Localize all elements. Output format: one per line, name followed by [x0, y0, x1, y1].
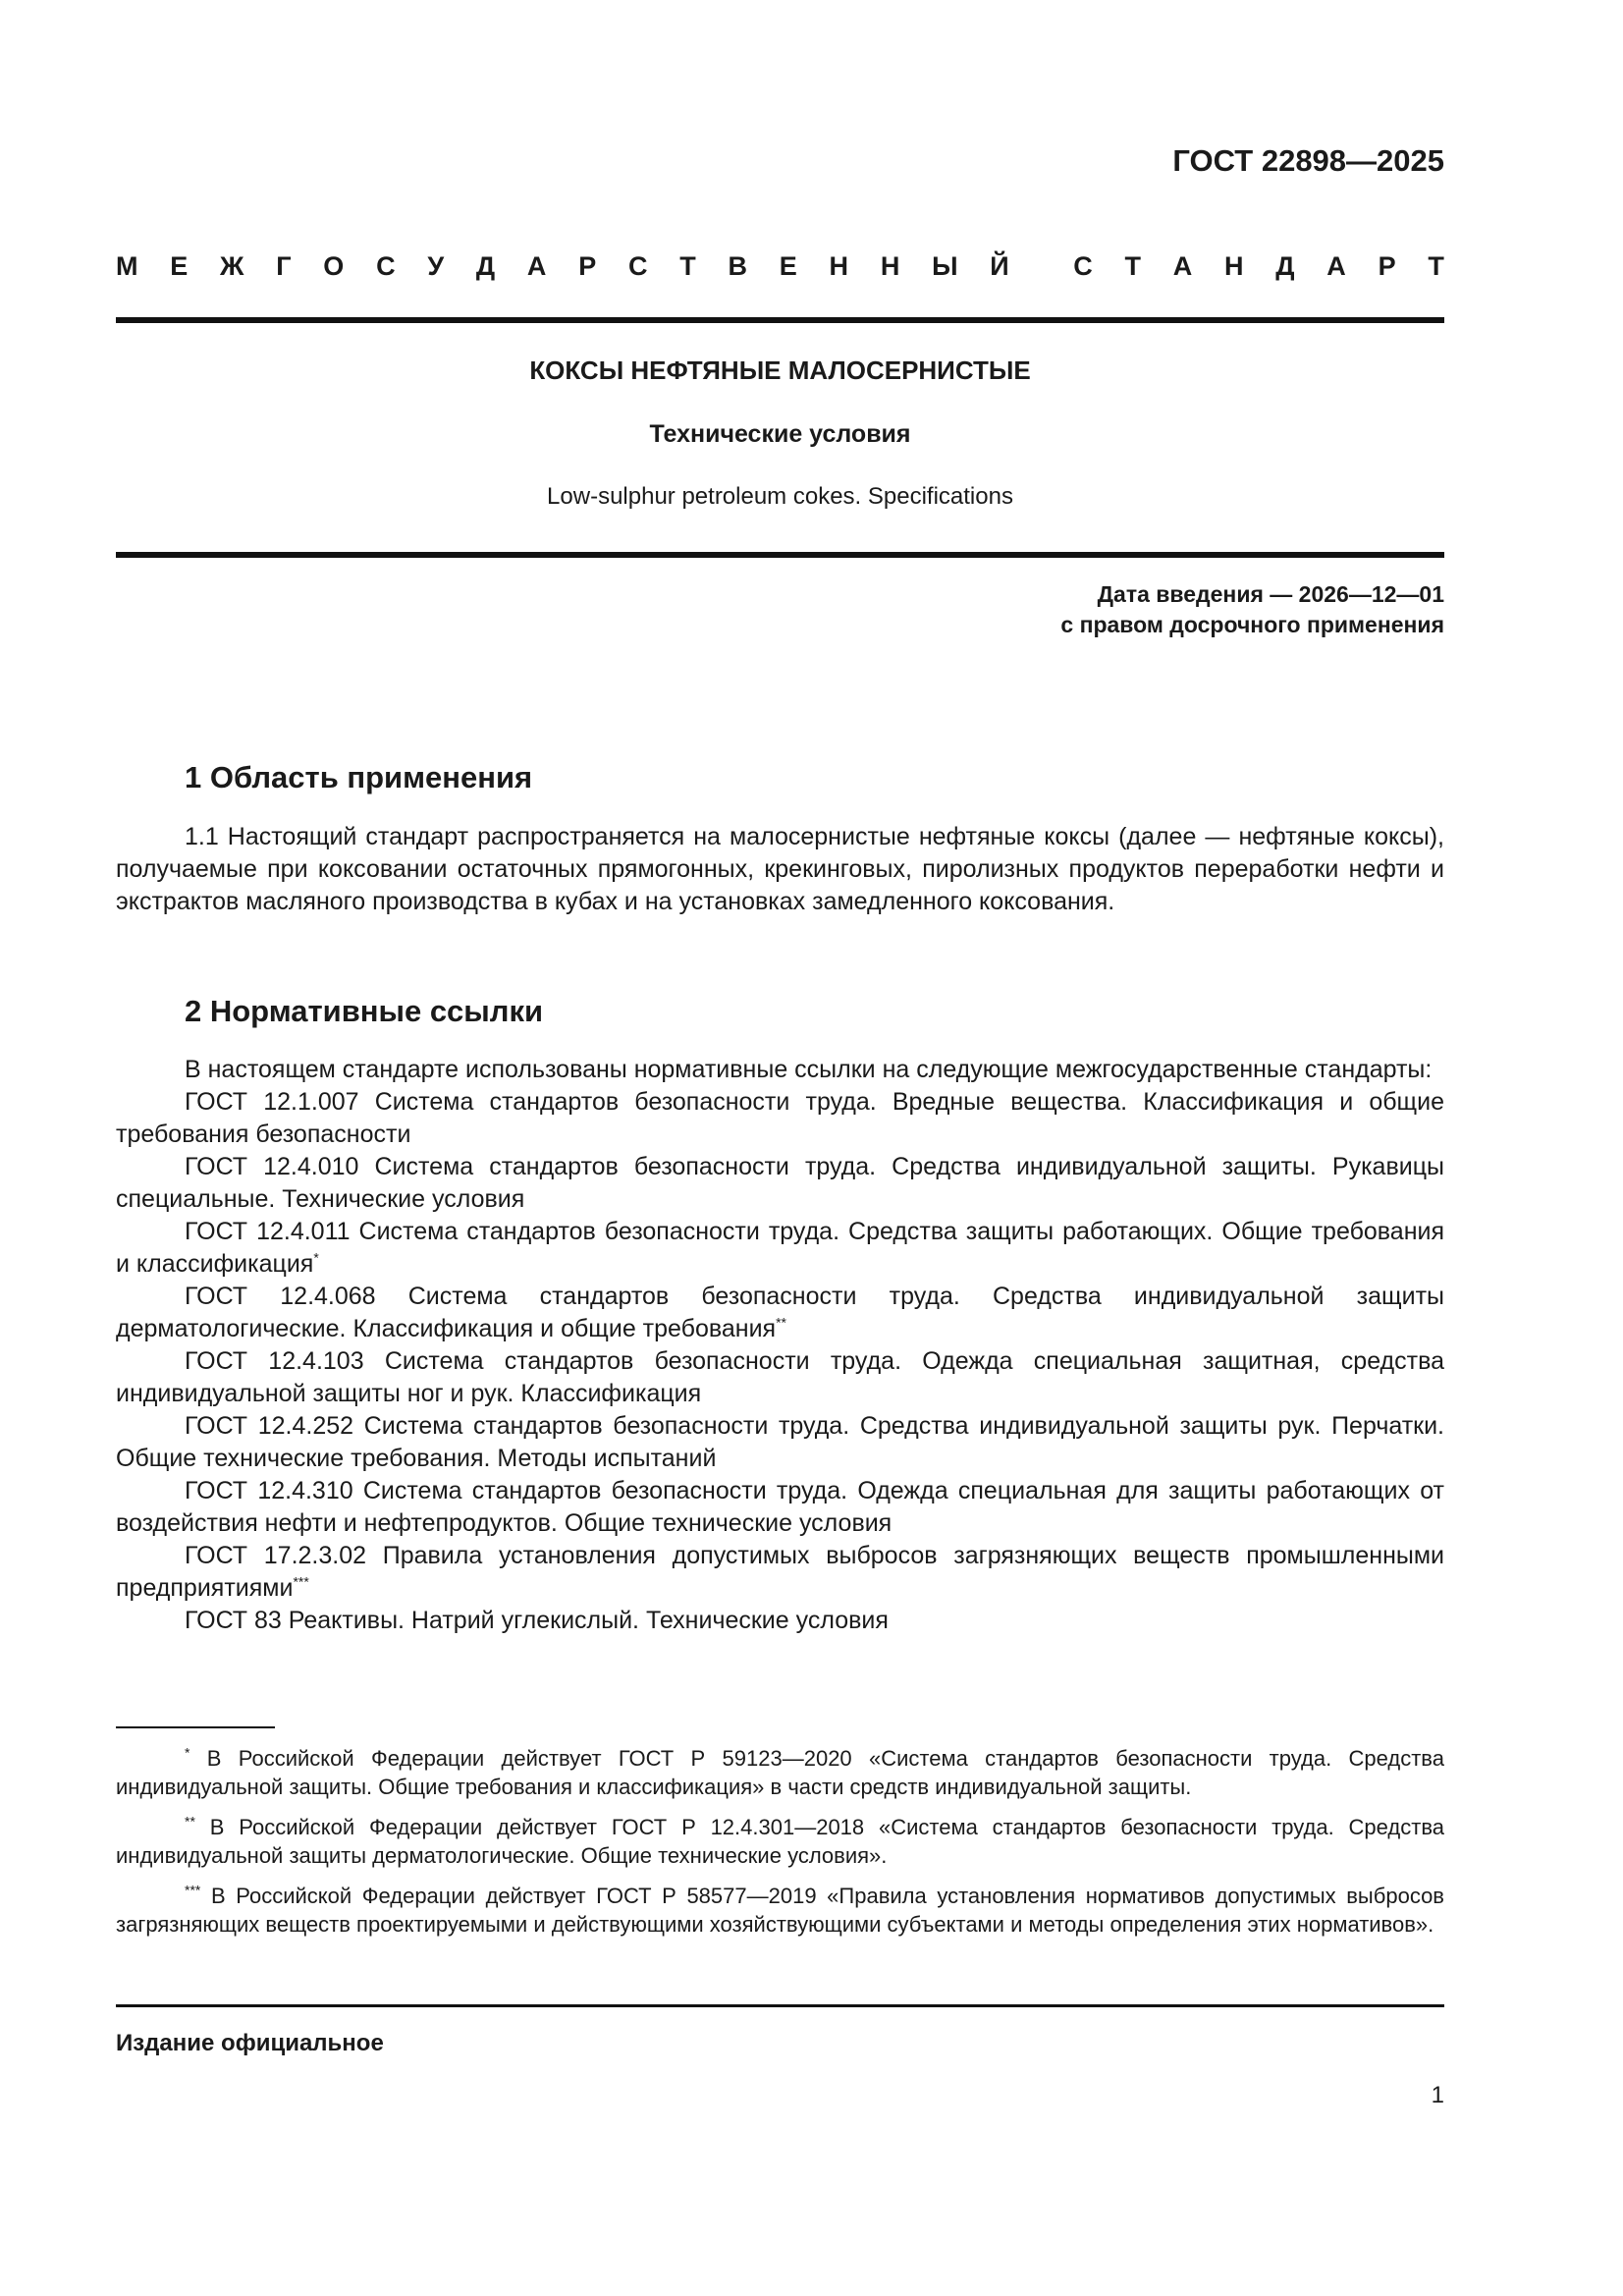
reference-text: ГОСТ 83 Реактивы. Натрий углекислый. Технические условия	[185, 1607, 889, 1634]
gost-number: ГОСТ 22898—2025	[1172, 143, 1444, 178]
reference-text: ГОСТ 12.4.103 Система стандартов безопасности труда. Одежда специальная защитная, средства индивидуальной защиты ног и рук. Классификация	[116, 1347, 1444, 1407]
normative-reference	[116, 1605, 1444, 1637]
footnote-text: В Российской Федерации действует ГОСТ Р 12.4.301—2018 «Система стандартов безопасности труда. Средства индивидуальной защиты дерматологические. Общие технические условия».	[116, 1815, 1444, 1868]
header-rule	[116, 317, 1444, 323]
banner-letter: Н	[1224, 251, 1244, 281]
section-2-body	[116, 1054, 1444, 1637]
banner-letter: Е	[170, 251, 189, 281]
banner-letter: Р	[578, 251, 597, 281]
footnote-separator	[116, 1726, 275, 1728]
banner-letter: Т	[679, 251, 696, 281]
banner-letter: О	[323, 251, 345, 281]
footnote-marker: ***	[293, 1573, 309, 1590]
banner-letter: Е	[779, 251, 797, 281]
footnote-text: В Российской Федерации действует ГОСТ Р 59123—2020 «Система стандартов безопасности труда. Средства индивидуальной защиты. Общие требования и классификация» в части средств индивидуальной защиты.	[116, 1746, 1444, 1799]
normative-reference	[116, 1281, 1444, 1345]
banner-letter: А	[1326, 251, 1346, 281]
document-title-english: Low-sulphur petroleum cokes. Specifications	[547, 483, 1013, 510]
footnote	[116, 1882, 1444, 1939]
section-2-heading: 2 Нормативные ссылки	[185, 994, 544, 1028]
footer-rule	[116, 2004, 1444, 2007]
reference-text: ГОСТ 12.4.310 Система стандартов безопасности труда. Одежда специальная для защиты работающих от воздействия нефти и нефтепродуктов. Общие технические условия	[116, 1477, 1444, 1537]
banner-letter: С	[376, 251, 396, 281]
document-subtitle: Технические условия	[649, 420, 911, 448]
banner-letter: Д	[1275, 251, 1295, 281]
footnote	[116, 1744, 1444, 1801]
banner-letter: Т	[1124, 251, 1141, 281]
interstate-standard-banner	[116, 251, 1444, 282]
reference-text: ГОСТ 12.4.010 Система стандартов безопасности труда. Средства индивидуальной защиты. Рукавицы специальные. Технические условия	[116, 1153, 1444, 1213]
normative-reference	[116, 1540, 1444, 1605]
footnote-text: В Российской Федерации действует ГОСТ Р 58577—2019 «Правила установления нормативов допустимых выбросов загрязняющих веществ проектируемыми и действующими хозяйствующими субъектами и методы определения этих нормативов».	[116, 1884, 1444, 1937]
footnote-marker: ***	[185, 1882, 201, 1898]
banner-letter: В	[728, 251, 747, 281]
banner-letter: М	[116, 251, 138, 281]
banner-letter: Й	[990, 251, 1009, 281]
banner-letter: Г	[276, 251, 292, 281]
title-rule	[116, 552, 1444, 558]
normative-reference	[116, 1410, 1444, 1475]
footnote-marker: **	[185, 1813, 195, 1830]
banner-letter: Т	[1428, 251, 1444, 281]
normative-reference-list	[116, 1086, 1444, 1637]
banner-letter: Д	[475, 251, 496, 281]
footnote-marker: *	[185, 1744, 190, 1761]
normative-reference	[116, 1216, 1444, 1281]
banner-letter: Р	[1378, 251, 1396, 281]
reference-text: ГОСТ 12.1.007 Система стандартов безопасности труда. Вредные вещества. Классификация и общие требования безопасности	[116, 1088, 1444, 1148]
footnote	[116, 1813, 1444, 1870]
footnote-marker: **	[776, 1314, 786, 1331]
reference-text: ГОСТ 17.2.3.02 Правила установления допустимых выбросов загрязняющих веществ промышленными предприятиями	[116, 1542, 1444, 1602]
page-number: 1	[1431, 2082, 1444, 2108]
banner-letter: Н	[829, 251, 849, 281]
section-1-body	[116, 821, 1444, 918]
normative-reference	[116, 1475, 1444, 1540]
section-1-paragraph: 1.1 Настоящий стандарт распространяется на малосернистые нефтяные коксы (далее — нефтяные коксы), получаемые при коксовании остаточных прямогонных, крекинговых, пиролизных продуктов переработки нефти и экстрактов масляного производства в кубах и на установках замедленного коксования.	[116, 823, 1444, 915]
normative-reference	[116, 1151, 1444, 1216]
banner-letter: Н	[880, 251, 900, 281]
introduction-date	[1060, 579, 1444, 640]
document-title: КОКСЫ НЕФТЯНЫЕ МАЛОСЕРНИСТЫЕ	[529, 355, 1031, 385]
introduction-date-line: Дата введения — 2026—12—01	[1097, 581, 1444, 607]
official-edition-label: Издание официальное	[116, 2030, 384, 2056]
banner-letter: Ж	[220, 251, 244, 281]
banner-letter: Ы	[932, 251, 958, 281]
early-application-line: с правом досрочного применения	[1060, 612, 1444, 637]
banner-letter: С	[1073, 251, 1093, 281]
banner-letter: А	[526, 251, 547, 281]
normative-reference	[116, 1086, 1444, 1151]
banner-letter: С	[627, 251, 648, 281]
section-1-heading: 1 Область применения	[185, 760, 533, 794]
banner-letter: А	[1172, 251, 1193, 281]
normative-reference	[116, 1345, 1444, 1410]
reference-text: ГОСТ 12.4.252 Система стандартов безопасности труда. Средства индивидуальной защиты рук. Перчатки. Общие технические требования. Методы испытаний	[116, 1412, 1444, 1472]
banner-letter: У	[427, 251, 445, 281]
footnote-marker: *	[313, 1249, 319, 1266]
reference-text: ГОСТ 12.4.011 Система стандартов безопасности труда. Средства защиты работающих. Общие требования и классификация	[116, 1218, 1444, 1278]
reference-text: ГОСТ 12.4.068 Система стандартов безопасности труда. Средства индивидуальной защиты дерматологические. Классификация и общие требования	[116, 1283, 1444, 1342]
section-2-intro: В настоящем стандарте использованы нормативные ссылки на следующие межгосударственные стандарты:	[185, 1056, 1433, 1083]
footnotes	[116, 1744, 1444, 1950]
